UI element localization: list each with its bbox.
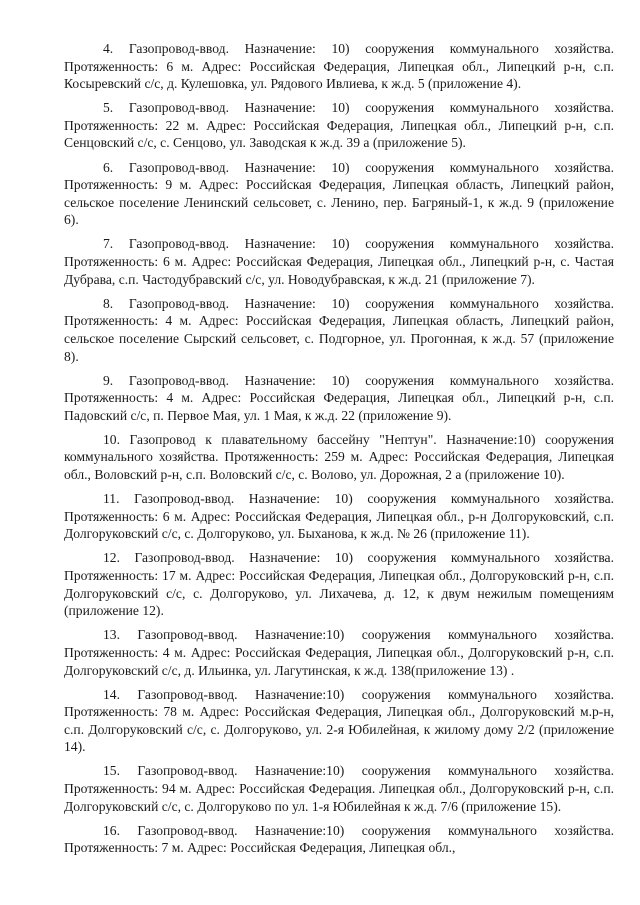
item-text: 12. Газопровод-ввод. Назначение: 10) сооружения коммунального хозяйства. Протяженность: 17 м. Адрес: Российская Федерация, Липецкая обл., Долгоруковский р-н, с.п. Долгоруковский с/с, с. Долгоруково, ул. Лихачева, д. 12, к двум нежилым помещениям (приложение 12). — [64, 550, 614, 619]
item-text: 14. Газопровод-ввод. Назначение:10) сооружения коммунального хозяйства. Протяженность: 78 м. Адрес: Российская Федерация, Липецкая обл., Долгоруковский м.р-н, с.п. Долгоруковский с/с, с. Долгоруково, ул. 2-я Юбилейная, к жилому дому 2/2 (приложение 14). — [64, 686, 614, 755]
list-item — [64, 490, 614, 543]
list-item — [64, 626, 614, 679]
list-item — [64, 431, 614, 484]
list-item — [64, 99, 614, 152]
item-text: 9. Газопровод-ввод. Назначение: 10) сооружения коммунального хозяйства. Протяженность: 4 м. Адрес: Российская Федерация, Липецкая обл., Липецкий р-н, с.п. Падовский с/с, п. Первое Мая, ул. 1 Мая, к ж.д. 22 (приложение 9). — [64, 372, 614, 423]
list-item — [64, 159, 614, 229]
list-item — [64, 822, 614, 857]
item-text: 13. Газопровод-ввод. Назначение:10) сооружения коммунального хозяйства. Протяженность: 4 м. Адрес: Российская Федерация, Липецкая обл., Долгоруковский р-н, с.п. Долгоруковский с/с, д. Ильинка, ул. Лагутинская, к ж.д. 138(приложение 13) . — [64, 627, 614, 678]
item-text: 10. Газопровод к плавательному бассейну "Нептун". Назначение:10) сооружения коммунального хозяйства. Протяженность: 259 м. Адрес: Российская Федерация, Липецкая обл., Воловский р-н, с.п. Воловский с/с, с. Волово, ул. Дорожная, 2 а (приложение 10). — [64, 431, 614, 483]
list-item — [64, 372, 614, 425]
list-item — [64, 762, 614, 815]
item-text: 16. Газопровод-ввод. Назначение:10) сооружения коммунального хозяйства. Протяженность: 7 м. Адрес: Российская Федерация, Липецкая обл., — [64, 822, 614, 856]
item-text: 15. Газопровод-ввод. Назначение:10) сооружения коммунального хозяйства. Протяженность: 94 м. Адрес: Российская Федерация. Липецкая обл., Долгоруковский р-н, с.п. Долгоруковский с/с, с. Долгоруково по ул. 1-я Юбилейная к ж.д. 7/6 (приложение 15). — [64, 763, 614, 814]
item-text: 6. Газопровод-ввод. Назначение: 10) сооружения коммунального хозяйства. Протяженность: 9 м. Адрес: Российская Федерация, Липецкая область, Липецкий район, сельское поселение Ленинский сельсовет, с. Ленино, пер. Багряный-1, к ж.д. 9 (приложение 6). — [64, 159, 614, 228]
list-item — [64, 686, 614, 756]
list-item — [64, 549, 614, 619]
list-item — [64, 40, 614, 93]
item-text: 4. Газопровод-ввод. Назначение: 10) сооружения коммунального хозяйства. Протяженность: 6 м. Адрес: Российская Федерация, Липецкая обл., Липецкий р-н, с.п. Косыревский с/с, д. Кулешовка, ул. Рядового Ивлиева, к ж.д. 5 (приложение 4). — [64, 41, 614, 92]
item-text: 7. Газопровод-ввод. Назначение: 10) сооружения коммунального хозяйства. Протяженность: 6 м. Адрес: Российская Федерация, Липецкая обл., Липецкий р-н, с. Частая Дубрава, с.п. Частодубравский с/с, ул. Новодубравская, к ж.д. 21 (приложение 7). — [64, 236, 614, 287]
list-item — [64, 295, 614, 365]
item-text: 5. Газопровод-ввод. Назначение: 10) сооружения коммунального хозяйства. Протяженность: 22 м. Адрес: Российская Федерация, Липецкая обл., Липецкий р-н, с.п. Сенцовский с/с, с. Сенцово, ул. Заводская к ж.д. 39 а (приложение 5). — [64, 100, 614, 151]
item-text: 11. Газопровод-ввод. Назначение: 10) сооружения коммунального хозяйства. Протяженность: 6 м. Адрес: Российская Федерация, Липецкая обл., р-н Долгоруковский, с.п. Долгоруковский с/с, с. Долгоруково, ул. Быханова, к ж.д. № 26 (приложение 11). — [64, 491, 614, 542]
list-item — [64, 235, 614, 288]
item-text: 8. Газопровод-ввод. Назначение: 10) сооружения коммунального хозяйства. Протяженность: 4 м. Адрес: Российская Федерация, Липецкая область, Липецкий район, сельское поселение Сырский сельсовет, с. Подгорное, ул. Прогонная, к ж.д. 57 (приложение 8). — [64, 295, 614, 364]
